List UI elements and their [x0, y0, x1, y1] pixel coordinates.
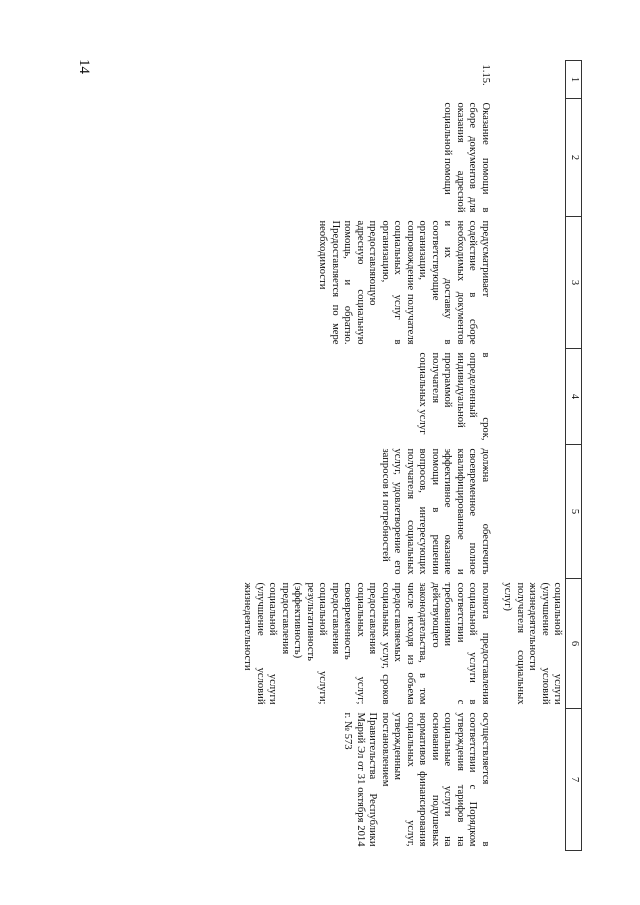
table-cell	[493, 709, 566, 851]
column-header: 5	[566, 445, 582, 579]
continuation-row	[493, 61, 566, 851]
row-number: 1.15.	[480, 64, 491, 86]
page-number: 14	[76, 59, 92, 74]
quality-indicators: полнота предоставления социальной услуги в соответствии с требованиями действующего законодательства, в том числе исходя из объема предоставляемых социальных услуг, сроков предоставления социальных услуг; своевременность предоставления социальной услуги; результативность (эффективность) предоставления социальной услуги (улучшение условий жизнедеятельности	[242, 582, 491, 705]
continuation-indicators: социальной услуги (улучшение условий жизнедеятельности получателя социальных услуг)	[502, 582, 564, 705]
column-header: 3	[566, 217, 582, 349]
table-cell	[493, 445, 566, 579]
service-standard: должна обеспечить своевременное полное квалифицированное и эффективное оказание помощи в решении вопросов, интересующих получателя социальных услуг, удовлетворение его запросов и потребностей	[380, 448, 491, 575]
table-cell	[493, 99, 566, 217]
column-header: 2	[566, 99, 582, 217]
table-cell	[493, 61, 566, 99]
rotated-page	[92, 60, 582, 850]
table-cell	[493, 349, 566, 445]
column-header: 6	[566, 579, 582, 709]
table-row	[239, 61, 493, 851]
service-description: предусматривает содействие в сборе необходимых документов и их доставку в соответствующие организации, сопровождение получателя социальных услуг в организацию, предоставляющую адресную социальную помощь, и обратно. Предоставляется по мере необходимости	[317, 220, 491, 345]
column-number-row	[566, 61, 582, 851]
column-header: 7	[566, 709, 582, 851]
service-term: в срок, определенный индивидуальной программой получателя социальных услуг	[417, 352, 491, 441]
column-header: 4	[566, 349, 582, 445]
service-conditions: осуществляется в соответствии с Порядком утверждения тарифов на социальные услуги на основании подушевых нормативов финансирования социальных услуг, утвержденным постановлением Правительства Республики Марий Эл от 31 октября 2014 г. № 573	[342, 712, 491, 847]
service-name: Оказание помощи в сборе документов для оказания адресной социальной помощи	[442, 102, 491, 213]
table-cell	[493, 217, 566, 349]
services-table	[239, 60, 582, 851]
column-header: 1	[566, 61, 582, 99]
